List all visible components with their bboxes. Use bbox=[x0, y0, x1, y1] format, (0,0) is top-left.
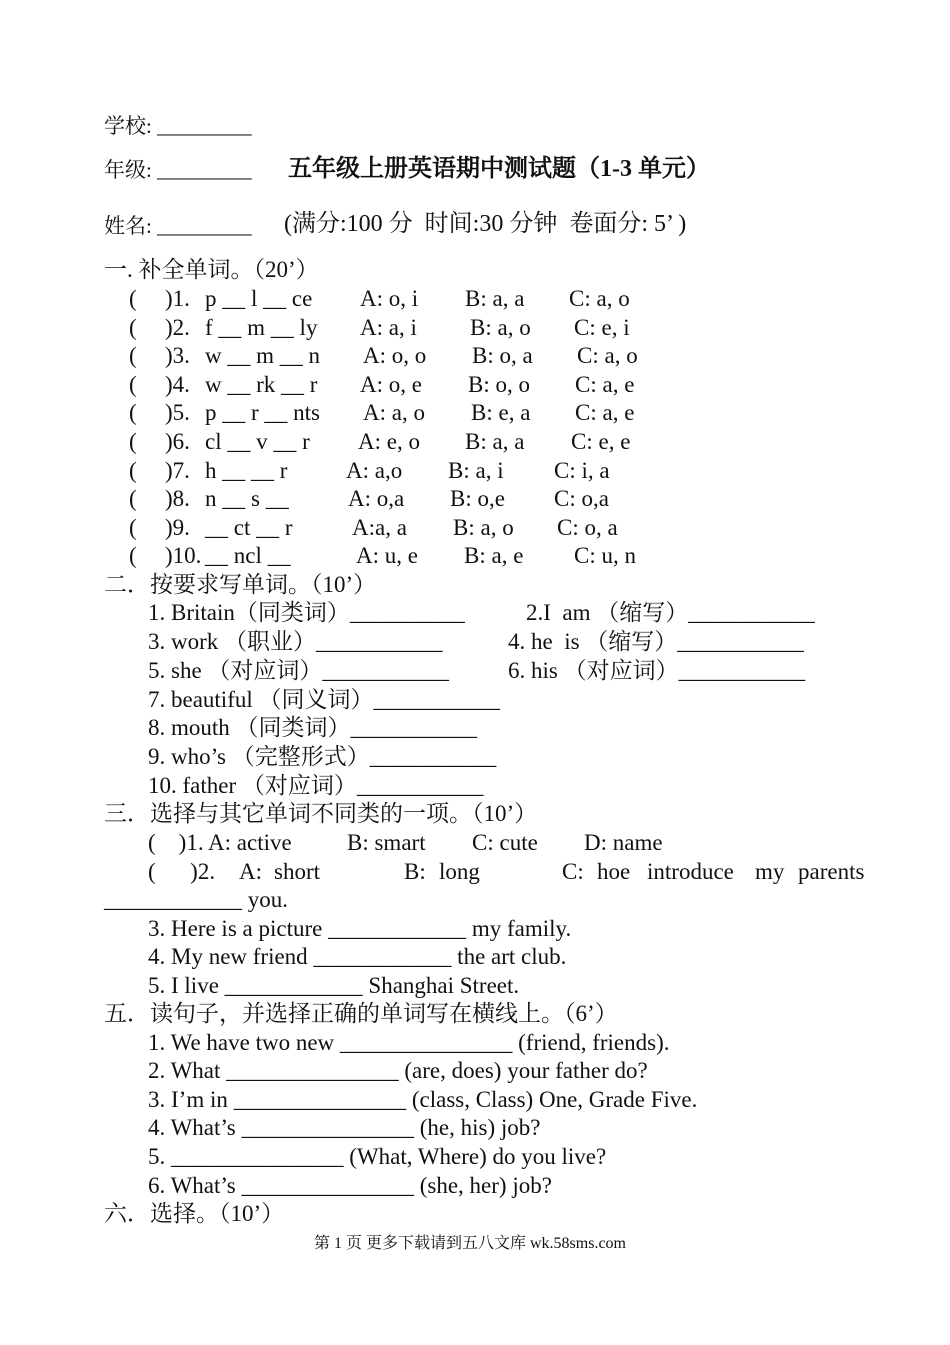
s1-q6-option-b: B: a, a bbox=[465, 429, 525, 454]
s1-q8-option-a: A: o,a bbox=[348, 486, 405, 512]
s1-q2-question-word: f __ m __ ly bbox=[205, 314, 318, 340]
s1-q9-option-c: C: o, a bbox=[557, 514, 618, 540]
s1-q4-option-a: A: o, e bbox=[360, 371, 422, 397]
s1-q1-answer-paren: ( bbox=[129, 286, 137, 311]
s2-item-1: 1. Britain（同类词）__________ bbox=[148, 600, 465, 625]
s3-q2-stem: ( )2. bbox=[148, 859, 216, 884]
s1-q7-option-b: B: a, i bbox=[448, 457, 504, 483]
section6-heading: 六．选择。（10’） bbox=[104, 1201, 285, 1226]
s5-line: 4. What’s _______________ (he, his) job? bbox=[148, 1115, 541, 1140]
s1-q8-question-word: n __ s __ bbox=[205, 486, 289, 512]
s1-q10-option-c: C: u, n bbox=[574, 543, 636, 569]
s1-q5-question-word: p __ r __ nts bbox=[205, 400, 320, 426]
s3-q1-option-b: B: smart bbox=[347, 830, 426, 855]
s1-q1-question-word: p __ l __ ce bbox=[205, 286, 313, 311]
s1-q3-answer-paren: ( bbox=[129, 343, 137, 369]
s1-q5-option-c: C: a, e bbox=[575, 400, 635, 426]
s1-q4-answer-paren: ( bbox=[129, 371, 137, 397]
s3-q2-option-b-label: B: bbox=[404, 859, 426, 884]
s1-q2-answer-paren: ( bbox=[129, 314, 137, 340]
s1-q3-question-number: )3. bbox=[165, 343, 190, 369]
s3-q1-option-d: D: name bbox=[584, 830, 663, 855]
s2-item-7: 7. beautiful （同义词）___________ bbox=[148, 687, 500, 712]
s1-q2-option-b: B: a, o bbox=[470, 314, 531, 340]
s1-q2-option-c: C: e, i bbox=[574, 314, 630, 340]
s2-item-5: 5. she （对应词）___________ bbox=[148, 658, 449, 683]
s1-q7-option-c: C: i, a bbox=[554, 457, 610, 483]
s1-q9-question-number: )9. bbox=[165, 514, 190, 540]
s1-q1-question-number: )1. bbox=[165, 286, 190, 311]
s1-q8-question-number: )8. bbox=[165, 486, 190, 512]
s2-item-2: 2.I am （缩写）___________ bbox=[526, 600, 815, 625]
s1-q1-option-b: B: a, a bbox=[465, 286, 525, 311]
s1-q2-question-number: )2. bbox=[165, 314, 190, 340]
s3-q1-stem: ( )1. A: active bbox=[148, 830, 292, 855]
s1-q5-answer-paren: ( bbox=[129, 400, 137, 426]
s1-q7-question-number: )7. bbox=[165, 457, 190, 483]
page-footer: 第 1 页 更多下载请到五八文库 wk.58sms.com bbox=[314, 1235, 627, 1252]
s5-line: 3. I’m in _______________ (class, Class) One, Grade Five. bbox=[148, 1087, 698, 1112]
s1-q1-option-a: A: o, i bbox=[360, 286, 419, 311]
s1-q10-answer-paren: ( bbox=[129, 543, 137, 569]
s1-q6-option-a: A: e, o bbox=[358, 429, 420, 454]
section2-heading: 二．按要求写单词。（10’） bbox=[104, 572, 377, 597]
s3-q2-word-1: hoe bbox=[597, 859, 631, 884]
s1-q8-option-c: C: o,a bbox=[554, 486, 609, 512]
s1-q3-option-c: C: a, o bbox=[577, 343, 638, 369]
s3-q2-continuation: ____________ you. bbox=[104, 887, 288, 912]
s1-q4-option-c: C: a, e bbox=[575, 371, 635, 397]
s1-q7-answer-paren: ( bbox=[129, 457, 137, 483]
s1-q5-question-number: )5. bbox=[165, 400, 190, 426]
s5-line: 5. _______________ (What, Where) do you live? bbox=[148, 1144, 607, 1169]
s2-item-3: 3. work （职业）___________ bbox=[148, 629, 443, 654]
s1-q8-option-b: B: o,e bbox=[450, 486, 505, 512]
section1-heading: 一. 补全单词。（20’） bbox=[104, 257, 319, 282]
s3-q2-option-b-word: long bbox=[439, 859, 480, 884]
exam-title: 五年级上册英语期中测试题（1-3 单元） bbox=[288, 156, 710, 182]
s2-item-9: 9. who’s （完整形式）___________ bbox=[148, 744, 497, 769]
s2-item-8: 8. mouth （同类词）___________ bbox=[148, 715, 478, 740]
s1-q10-option-a: A: u, e bbox=[356, 543, 418, 569]
s1-q4-question-number: )4. bbox=[165, 371, 190, 397]
s3-q1-option-c: C: cute bbox=[472, 830, 538, 855]
s3-line-4: 4. My new friend ____________ the art club. bbox=[148, 944, 567, 969]
s1-q1-option-c: C: a, o bbox=[569, 286, 630, 311]
s1-q7-option-a: A: a,o bbox=[346, 457, 403, 483]
s1-q9-option-a: A:a, a bbox=[352, 514, 407, 540]
s1-q6-question-word: cl __ v __ r bbox=[205, 429, 310, 454]
grade-field: 年级: _________ bbox=[104, 158, 252, 182]
s1-q9-question-word: __ ct __ r bbox=[205, 514, 293, 540]
score-info: (满分:100 分 时间:30 分钟 卷面分: 5’ ) bbox=[284, 211, 687, 237]
s2-item-6: 6. his （对应词）___________ bbox=[508, 658, 806, 683]
s5-line: 1. We have two new _______________ (friend, friends). bbox=[148, 1030, 670, 1055]
s1-q10-question-number: )10. bbox=[165, 543, 202, 569]
s1-q4-question-word: w __ rk __ r bbox=[205, 371, 318, 397]
s1-q2-option-a: A: a, i bbox=[360, 314, 417, 340]
s5-line: 6. What’s _______________ (she, her) job? bbox=[148, 1173, 552, 1198]
section3-heading: 三．选择与其它单词不同类的一项。（10’） bbox=[104, 801, 538, 826]
s1-q3-question-word: w __ m __ n bbox=[205, 343, 320, 369]
s2-item-4: 4. he is （缩写）___________ bbox=[508, 629, 804, 654]
s3-q2-word-3: my bbox=[755, 859, 785, 884]
s1-q10-question-word: __ ncl __ bbox=[205, 543, 291, 569]
s3-q2-word-4: parents bbox=[798, 859, 865, 884]
s3-line-5: 5. I live ____________ Shanghai Street. bbox=[148, 973, 520, 998]
s3-q2-option-a-label: A: bbox=[239, 859, 262, 884]
name-field: 姓名: _________ bbox=[104, 214, 252, 238]
s1-q10-option-b: B: a, e bbox=[464, 543, 524, 569]
s1-q6-question-number: )6. bbox=[165, 429, 190, 454]
s1-q6-option-c: C: e, e bbox=[571, 429, 631, 454]
s1-q9-option-b: B: a, o bbox=[453, 514, 514, 540]
s3-q2-word-2: introduce bbox=[647, 859, 734, 884]
section5-heading: 五．读句子，并选择正确的单词写在横线上。（6’） bbox=[104, 1001, 618, 1026]
school-field: 学校: _________ bbox=[104, 114, 252, 138]
s1-q5-option-b: B: e, a bbox=[471, 400, 531, 426]
s1-q7-question-word: h __ __ r bbox=[205, 457, 288, 483]
s2-item-10: 10. father （对应词）___________ bbox=[148, 773, 484, 798]
s3-q2-option-a-word: short bbox=[274, 859, 320, 884]
s1-q3-option-b: B: o, a bbox=[472, 343, 533, 369]
s1-q8-answer-paren: ( bbox=[129, 486, 137, 512]
s3-line-3: 3. Here is a picture ____________ my family. bbox=[148, 916, 572, 941]
s5-line: 2. What _______________ (are, does) your father do? bbox=[148, 1058, 648, 1083]
s1-q9-answer-paren: ( bbox=[129, 514, 137, 540]
s1-q6-answer-paren: ( bbox=[129, 429, 137, 454]
s1-q3-option-a: A: o, o bbox=[363, 343, 427, 369]
s1-q4-option-b: B: o, o bbox=[468, 371, 530, 397]
s1-q5-option-a: A: a, o bbox=[363, 400, 425, 426]
s3-q2-option-c-label: C: bbox=[562, 859, 584, 884]
